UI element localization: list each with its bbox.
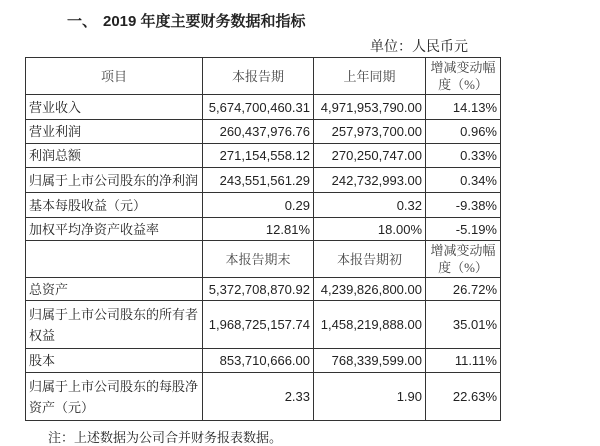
- unit-label: 单位：人民币元: [370, 40, 468, 55]
- cell: 26.72%: [426, 278, 501, 301]
- section-number: 一、: [67, 13, 98, 30]
- header-cell: 本报告期初: [314, 241, 426, 278]
- cell: 260,437,976.76: [203, 120, 314, 144]
- table-row: [26, 373, 501, 421]
- header-cell: 本报告期末: [203, 241, 314, 278]
- cell: 2.33: [203, 373, 314, 421]
- row-label: 总资产: [26, 278, 203, 301]
- cell: 242,732,993.00: [314, 168, 426, 193]
- row-label: 营业收入: [26, 95, 203, 120]
- table-row: [26, 193, 501, 218]
- cell: 0.34%: [426, 168, 501, 193]
- cell: 5,372,708,870.92: [203, 278, 314, 301]
- table-row: [26, 168, 501, 193]
- header-cell: 本报告期: [203, 58, 314, 95]
- cell: 1.90: [314, 373, 426, 421]
- section-heading: [67, 10, 306, 31]
- row-label: 利润总额: [26, 144, 203, 168]
- row-label: 归属于上市公司股东的每股净资产（元）: [26, 373, 203, 421]
- cell: 14.13%: [426, 95, 501, 120]
- row-label: 营业利润: [26, 120, 203, 144]
- row-label: 归属于上市公司股东的净利润: [26, 168, 203, 193]
- row-label: 归属于上市公司股东的所有者权益: [26, 301, 203, 349]
- cell: 270,250,747.00: [314, 144, 426, 168]
- cell: -5.19%: [426, 218, 501, 241]
- cell: 5,674,700,460.31: [203, 95, 314, 120]
- cell: 35.01%: [426, 301, 501, 349]
- table-row: [26, 218, 501, 241]
- cell: 12.81%: [203, 218, 314, 241]
- cell: 1,458,219,888.00: [314, 301, 426, 349]
- cell: 0.33%: [426, 144, 501, 168]
- cell: 271,154,558.12: [203, 144, 314, 168]
- cell: 257,973,700.00: [314, 120, 426, 144]
- cell: -9.38%: [426, 193, 501, 218]
- cell: 18.00%: [314, 218, 426, 241]
- cell: 11.11%: [426, 349, 501, 373]
- header-cell: 上年同期: [314, 58, 426, 95]
- header-cell: 项目: [26, 58, 203, 95]
- financial-table: [25, 57, 501, 421]
- cell: 0.96%: [426, 120, 501, 144]
- cell: 768,339,599.00: [314, 349, 426, 373]
- cell: 4,971,953,790.00: [314, 95, 426, 120]
- table-row: [26, 120, 501, 144]
- row-label: 加权平均净资产收益率: [26, 218, 203, 241]
- cell: 22.63%: [426, 373, 501, 421]
- table-row: [26, 301, 501, 349]
- header-cell: 增减变动幅度（%）: [426, 241, 501, 278]
- header-cell: 增减变动幅度（%）: [426, 58, 501, 95]
- table-row: [26, 144, 501, 168]
- header-cell: [26, 241, 203, 278]
- cell: 0.29: [203, 193, 314, 218]
- table-row: [26, 349, 501, 373]
- table-row: [26, 278, 501, 301]
- row-label: 基本每股收益（元）: [26, 193, 203, 218]
- table-header-row: [26, 58, 501, 95]
- footnote: 注：上述数据为公司合并财务报表数据。: [48, 430, 283, 445]
- cell: 0.32: [314, 193, 426, 218]
- section-title: 2019 年度主要财务数据和指标: [103, 13, 306, 30]
- cell: 853,710,666.00: [203, 349, 314, 373]
- table-row: [26, 95, 501, 120]
- table-section: [25, 57, 501, 446]
- table-subheader-row: [26, 241, 501, 278]
- row-label: 股本: [26, 349, 203, 373]
- cell: 4,239,826,800.00: [314, 278, 426, 301]
- cell: 243,551,561.29: [203, 168, 314, 193]
- cell: 1,968,725,157.74: [203, 301, 314, 349]
